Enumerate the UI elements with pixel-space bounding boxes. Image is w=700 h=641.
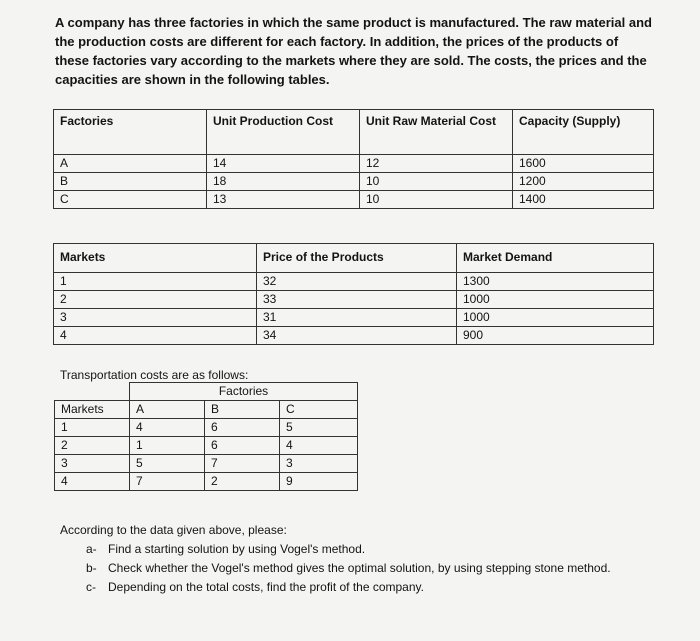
questions-section	[60, 521, 660, 597]
table-cell: 900	[457, 327, 654, 345]
transport-table	[54, 382, 358, 491]
table-row	[55, 419, 358, 437]
transport-title: Transportation costs are as follows:	[60, 368, 249, 382]
table-cell: 6	[205, 419, 280, 437]
table-cell: 5	[130, 455, 205, 473]
table-cell: 1300	[457, 273, 654, 291]
table-header-row	[55, 383, 358, 401]
table-cell: 1400	[513, 191, 654, 209]
table-cell: 2	[205, 473, 280, 491]
column-header: Unit Production Cost	[207, 110, 360, 155]
item-text: Depending on the total costs, find the profit of the company.	[108, 580, 424, 594]
table-cell: 1	[54, 273, 257, 291]
list-item	[60, 578, 660, 597]
table-cell: 7	[205, 455, 280, 473]
table-row	[55, 473, 358, 491]
table-cell: 32	[257, 273, 457, 291]
table-cell: 18	[207, 173, 360, 191]
table-cell: 4	[280, 437, 358, 455]
list-item	[60, 540, 660, 559]
factories-group-header: Factories	[130, 383, 358, 401]
item-marker: b-	[86, 561, 97, 575]
table-row	[54, 291, 654, 309]
table-cell: 1	[55, 419, 130, 437]
table-cell: 3	[280, 455, 358, 473]
table-row	[55, 437, 358, 455]
column-header: Factories	[54, 110, 207, 155]
table-cell: 1200	[513, 173, 654, 191]
table-cell: 12	[360, 155, 513, 173]
questions-list	[60, 540, 660, 597]
table-cell: 7	[130, 473, 205, 491]
table-row	[54, 191, 654, 209]
table-cell: 10	[360, 173, 513, 191]
table-cell: 1000	[457, 309, 654, 327]
table-cell: 13	[207, 191, 360, 209]
table-cell: 9	[280, 473, 358, 491]
table-cell: C	[54, 191, 207, 209]
column-header: A	[130, 401, 205, 419]
table-cell: 4	[55, 473, 130, 491]
table-cell: 10	[360, 191, 513, 209]
table-cell: 2	[54, 291, 257, 309]
table-cell: 1000	[457, 291, 654, 309]
table-cell: 31	[257, 309, 457, 327]
table-cell: 2	[55, 437, 130, 455]
item-text: Check whether the Vogel's method gives the optimal solution, by using stepping stone method.	[108, 561, 611, 575]
table-row	[54, 309, 654, 327]
table-header-row	[54, 244, 654, 273]
column-header: B	[205, 401, 280, 419]
column-header: Market Demand	[457, 244, 654, 273]
table-cell: 4	[130, 419, 205, 437]
table-cell: 34	[257, 327, 457, 345]
column-header: Price of the Products	[257, 244, 457, 273]
table-cell: 1	[130, 437, 205, 455]
item-text: Find a starting solution by using Vogel's method.	[108, 542, 366, 556]
table-header-row	[55, 401, 358, 419]
questions-lead: According to the data given above, please:	[60, 523, 287, 537]
item-marker: c-	[86, 580, 96, 594]
column-header: Markets	[55, 401, 130, 419]
table-cell: B	[54, 173, 207, 191]
item-marker: a-	[86, 542, 97, 556]
intro-paragraph: A company has three factories in which the same product is manufactured. The raw material and the production costs are different for each factory. In addition, the prices of the products of these factories vary according to the markets where they are sold. The costs, the prices and the capacities are shown in the following tables.	[55, 15, 652, 87]
table-row	[55, 455, 358, 473]
table-cell: 1600	[513, 155, 654, 173]
markets-table	[53, 243, 654, 345]
table-cell: 4	[54, 327, 257, 345]
factories-table	[53, 109, 654, 209]
column-header: Unit Raw Material Cost	[360, 110, 513, 155]
table-cell: 3	[55, 455, 130, 473]
table-row	[54, 273, 654, 291]
table-cell: 3	[54, 309, 257, 327]
table-cell: 33	[257, 291, 457, 309]
table-row	[54, 155, 654, 173]
list-item	[60, 559, 660, 578]
column-header: Capacity (Supply)	[513, 110, 654, 155]
column-header: Markets	[54, 244, 257, 273]
table-cell	[55, 383, 130, 401]
table-row	[54, 327, 654, 345]
table-cell: 14	[207, 155, 360, 173]
column-header: C	[280, 401, 358, 419]
table-cell: A	[54, 155, 207, 173]
table-header-row	[54, 110, 654, 155]
table-cell: 5	[280, 419, 358, 437]
table-row	[54, 173, 654, 191]
table-cell: 6	[205, 437, 280, 455]
